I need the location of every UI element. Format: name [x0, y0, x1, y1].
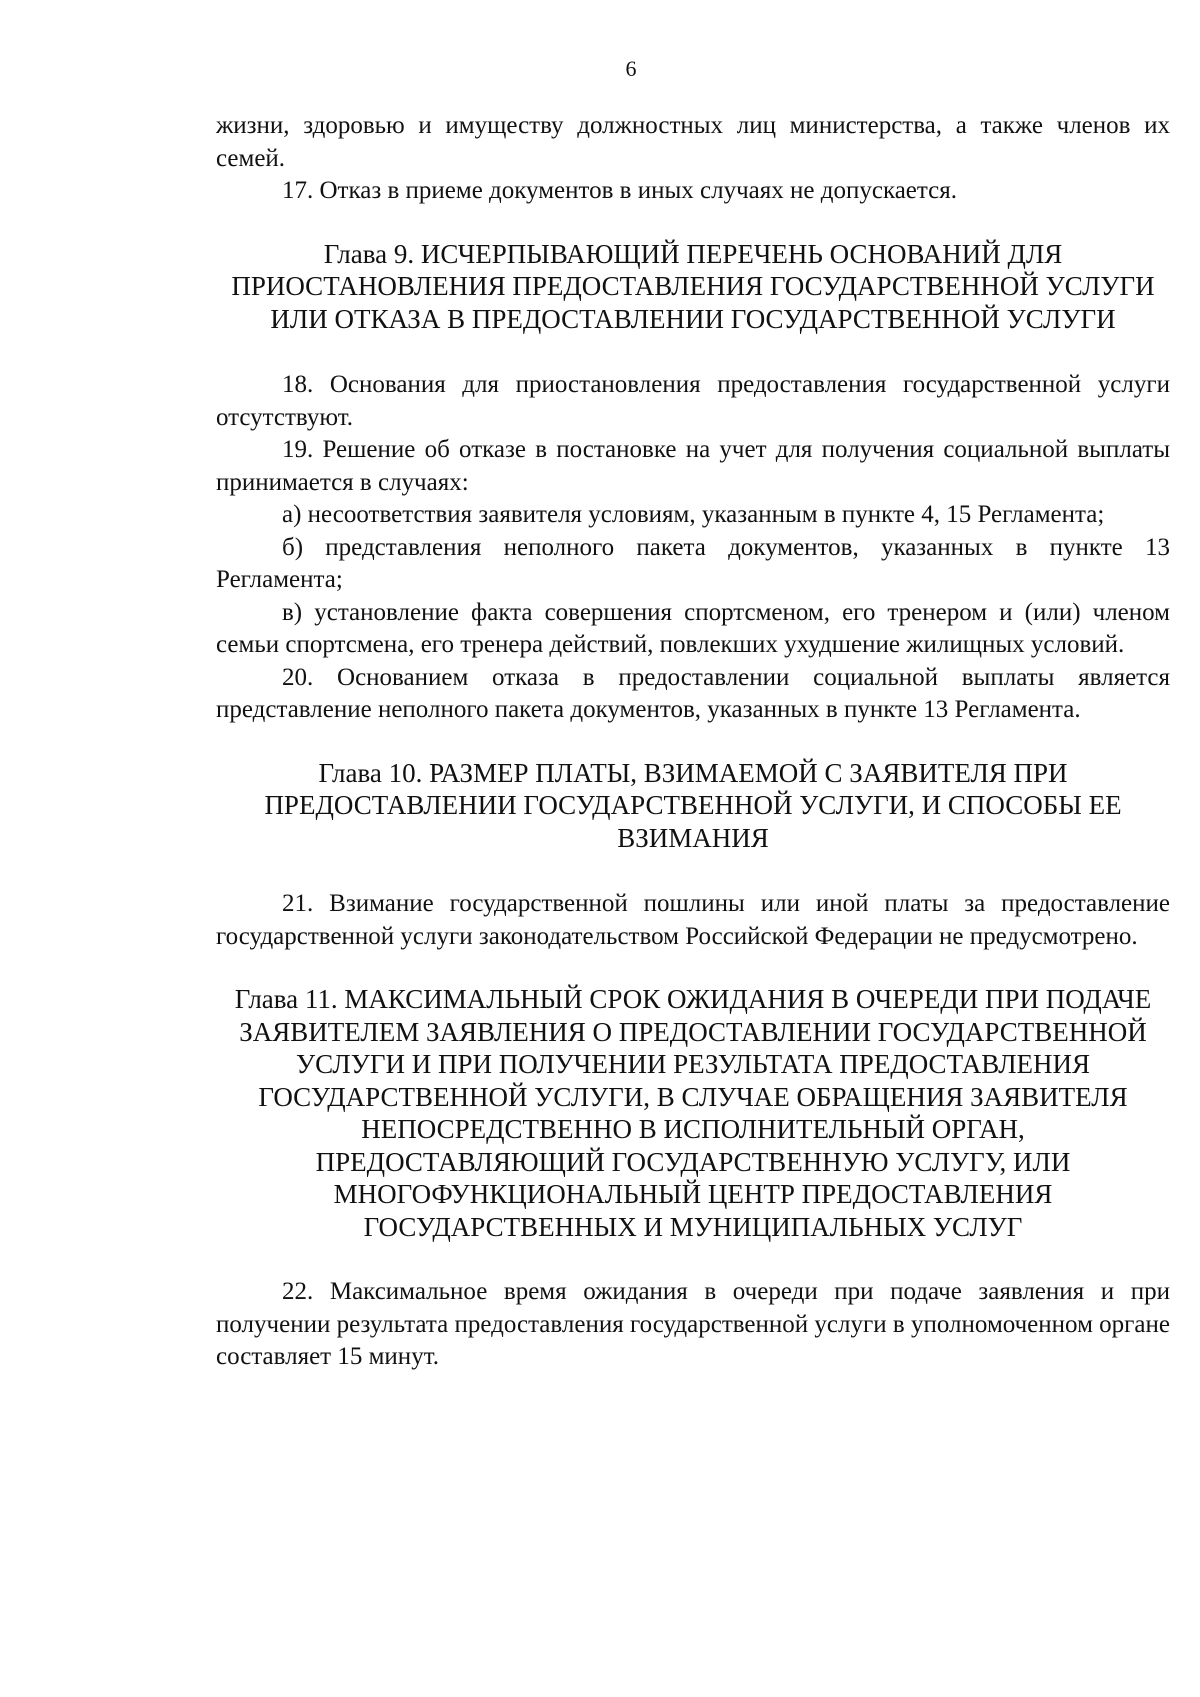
chapter-10-heading: Глава 10. РАЗМЕР ПЛАТЫ, ВЗИМАЕМОЙ С ЗАЯВИТЕЛЯ ПРИ ПРЕДОСТАВЛЕНИИ ГОСУДАРСТВЕННОЙ УСЛУГИ, И СПОСОБЫ ЕЕ ВЗИМАНИЯ — [264, 757, 1122, 853]
paragraph-19a: а) несоответствия заявителя условиям, указанным в пункте 4, 15 Регламента; — [282, 501, 1105, 528]
paragraph-19: 19. Решение об отказе в постановке на учет для получения социальной выплаты принимается в случаях: — [216, 436, 1170, 496]
paragraph-21: 21. Взимание государственной пошлины или иной платы за предоставление государственной услуги законодательством Российской Федерации не предусмотрено. — [216, 890, 1170, 950]
paragraph-continuation: жизни, здоровью и имуществу должностных лиц министерства, а также членов их семей. — [216, 112, 1170, 172]
paragraph-18: 18. Основания для приостановления предоставления государственной услуги отсутствуют. — [216, 371, 1170, 431]
paragraph-22: 22. Максимальное время ожидания в очереди при подаче заявления и при получении результата предоставления государственной услуги в уполномоченном органе составляет 15 минут. — [216, 1278, 1170, 1370]
chapter-11-heading: Глава 11. МАКСИМАЛЬНЫЙ СРОК ОЖИДАНИЯ В ОЧЕРЕДИ ПРИ ПОДАЧЕ ЗАЯВИТЕЛЕМ ЗАЯВЛЕНИЯ О ПРЕДОСТАВЛЕНИИ ГОСУДАРСТВЕННОЙ УСЛУГИ И ПРИ ПОЛУЧЕНИИ РЕЗУЛЬТАТА ПРЕДОСТАВЛЕНИЯ ГОСУДАРСТВЕННОЙ УСЛУГИ, В СЛУЧАЕ ОБРАЩЕНИЯ ЗАЯВИТЕЛЯ НЕПОСРЕДСТВЕННО В ИСПОЛНИТЕЛЬНЫЙ ОРГАН, ПРЕДОСТАВЛЯЮЩИЙ ГОСУДАРСТВЕННУЮ УСЛУГУ, ИЛИ МНОГОФУНКЦИОНАЛЬНЫЙ ЦЕНТР ПРЕДОСТАВЛЕНИЯ ГОСУДАРСТВЕННЫХ И МУНИЦИПАЛЬНЫХ УСЛУГ — [234, 984, 1152, 1242]
paragraph-19c: в) установление факта совершения спортсменом, его тренером и (или) членом семьи спортсмена, его тренера действий, повлекших ухудшение жилищных условий. — [216, 598, 1170, 658]
page-number: 6 — [625, 56, 637, 81]
paragraph-19b: б) представления неполного пакета документов, указанных в пункте 13 Регламента; — [216, 533, 1170, 593]
chapter-9-heading: Глава 9. ИСЧЕРПЫВАЮЩИЙ ПЕРЕЧЕНЬ ОСНОВАНИЙ ДЛЯ ПРИОСТАНОВЛЕНИЯ ПРЕДОСТАВЛЕНИЯ ГОСУДАРСТВЕННОЙ УСЛУГИ ИЛИ ОТКАЗА В ПРЕДОСТАВЛЕНИИ ГОСУДАРСТВЕННОЙ УСЛУГИ — [231, 238, 1155, 334]
document-body — [216, 110, 1170, 1374]
paragraph-17: 17. Отказ в приеме документов в иных случаях не допускается. — [282, 177, 957, 204]
paragraph-20: 20. Основанием отказа в предоставлении социальной выплаты является представление неполного пакета документов, указанных в пункте 13 Регламента. — [216, 663, 1170, 723]
